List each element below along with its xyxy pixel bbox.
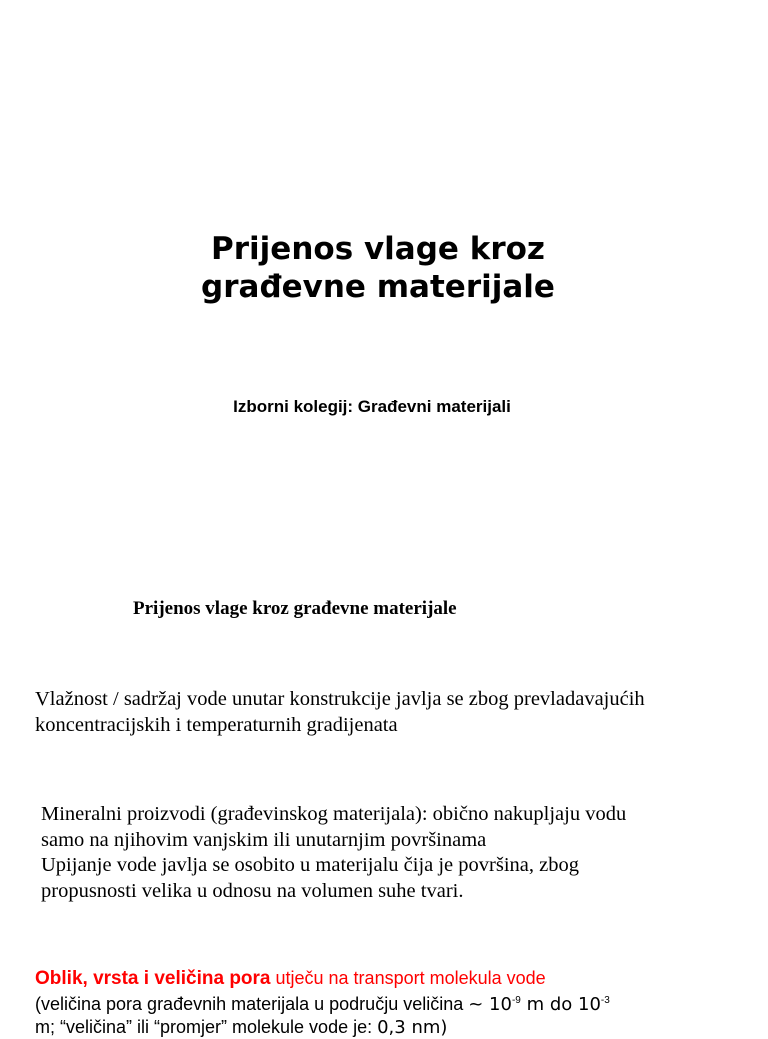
pores-size-exponent-1: -9 <box>511 995 521 1006</box>
slide-heading: Prijenos vlage kroz građevne materijale <box>133 598 457 619</box>
pores-line-3 <box>35 1016 610 1039</box>
water-molecule-size: 0,3 nm) <box>377 1017 448 1038</box>
pores-paragraph <box>35 965 610 1039</box>
mineral-paragraph-line-3: Upijanje vode javlja se osobito u materijalu čija je površina, zbog <box>41 854 579 876</box>
pores-line-1 <box>35 965 610 993</box>
mineral-products-paragraph <box>41 802 626 904</box>
main-title <box>0 230 756 306</box>
moisture-paragraph <box>35 687 645 738</box>
moisture-paragraph-line-2: koncentracijskih i temperaturnih gradijenata <box>35 713 398 736</box>
pores-rest-text: utječu na transport molekula vode <box>270 968 546 988</box>
main-title-line-2: građevne materijale <box>201 269 555 305</box>
subtitle: Izborni kolegij: Građevni materijali <box>233 397 511 416</box>
mineral-paragraph-line-4: propusnosti velika u odnosu na volumen suhe tvari. <box>41 879 464 902</box>
mineral-paragraph-line-2: samo na njihovim vanjskim ili unutarnjim površinama <box>41 828 487 851</box>
pores-lead-text: Oblik, vrsta i veličina pora <box>35 968 271 989</box>
pores-line-2 <box>35 993 610 1016</box>
pores-size-prefix: (veličina pora građevnih materijala u području veličina <box>35 994 469 1014</box>
pores-size-exponent-2: -3 <box>600 995 610 1006</box>
main-title-line-1: Prijenos vlage kroz <box>211 231 545 267</box>
mineral-paragraph-line-1: Mineralni proizvodi (građevinskog materijala): obično nakupljaju vodu <box>41 803 627 825</box>
water-molecule-text: m; “veličina” ili “promjer” molekule vode je: <box>35 1017 378 1037</box>
pores-size-middle: m do 10 <box>520 994 601 1015</box>
moisture-paragraph-line-1: Vlažnost / sadržaj vode unutar konstrukcije javlja se zbog prevladavajućih <box>35 688 645 710</box>
pores-size-value: ~ 10 <box>468 994 512 1015</box>
